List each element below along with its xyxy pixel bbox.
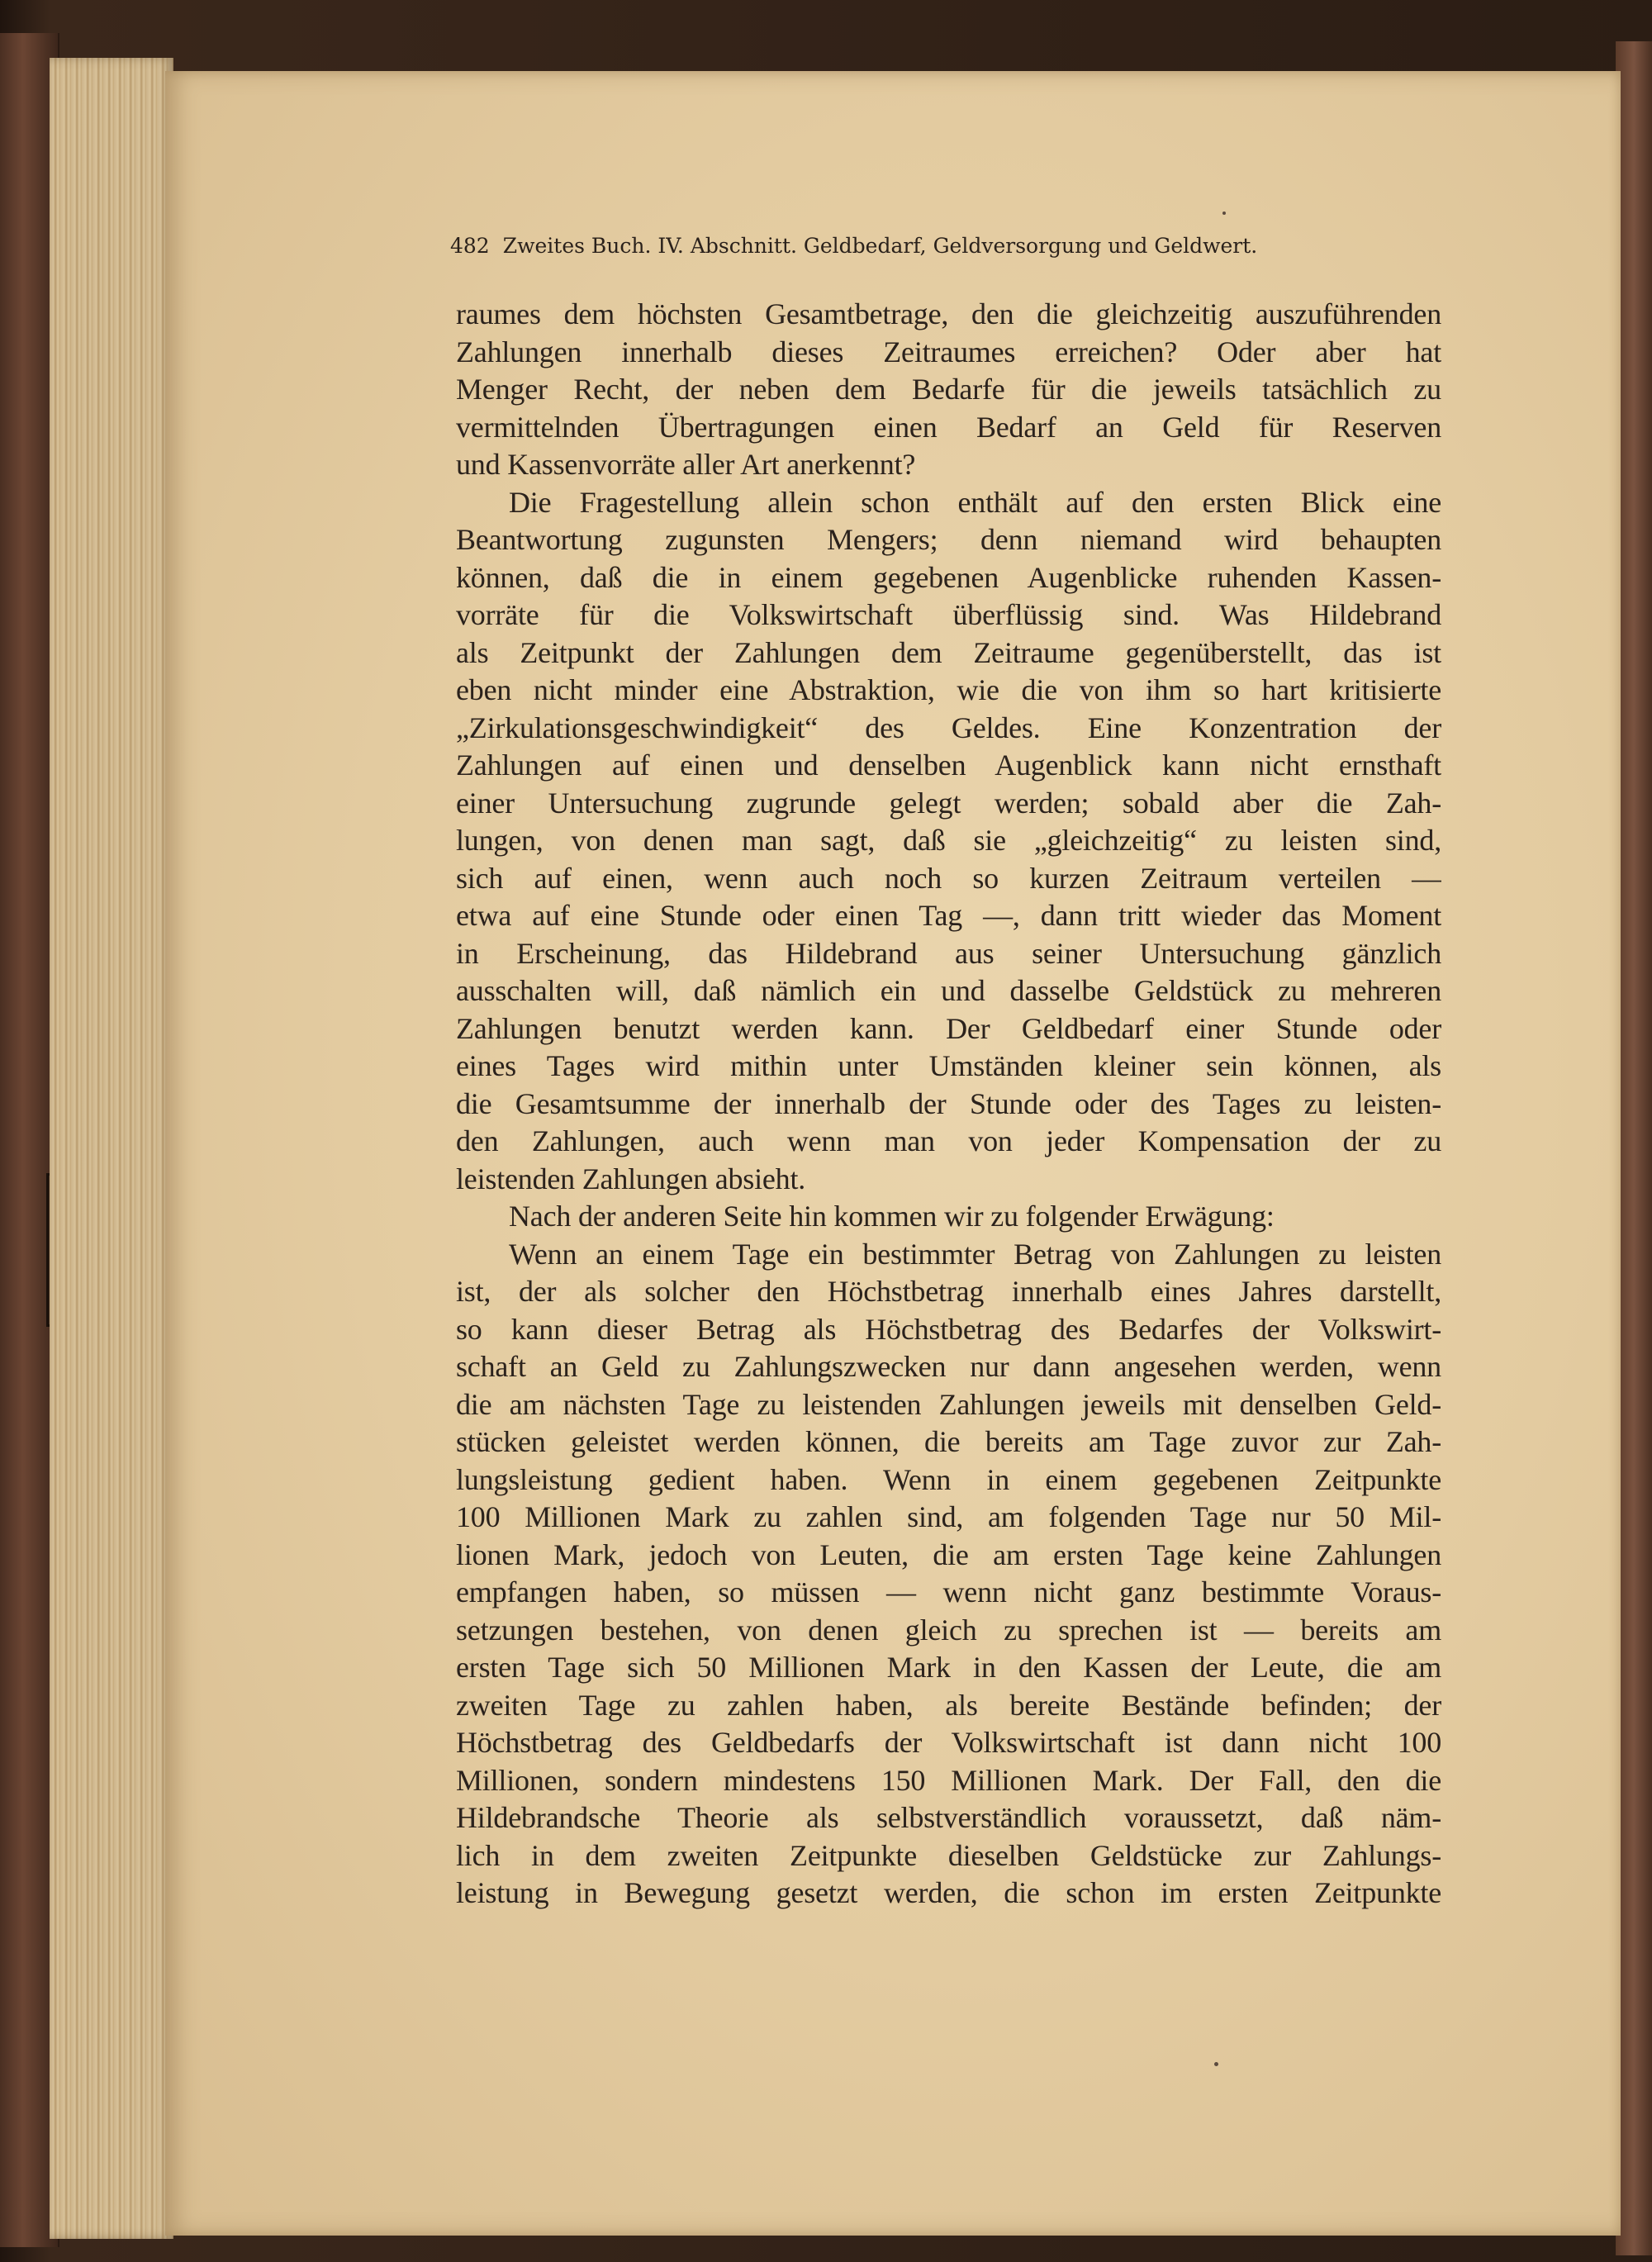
- text-line: zweiten Tage zu zahlen haben, als bereite Bestände befinden; der: [456, 1688, 1441, 1722]
- text-line: Beantwortung zugunsten Mengers; denn niemand wird behaupten: [456, 523, 1441, 556]
- text-line: eben nicht minder eine Abstraktion, wie die von ihm so hart kritisierte: [456, 673, 1441, 706]
- page-number: 482: [450, 234, 490, 258]
- text-line: Hildebrandsche Theorie als selbstverständlich voraussetzt, daß näm-: [456, 1801, 1441, 1834]
- text-line: so kann dieser Betrag als Höchstbetrag des Bedarfes der Volkswirt-: [456, 1312, 1441, 1346]
- text-line: die Gesamtsumme der innerhalb der Stunde oder des Tages zu leisten-: [456, 1086, 1441, 1120]
- text-line: Zahlungen benutzt werden kann. Der Geldbedarf einer Stunde oder: [456, 1011, 1441, 1045]
- text-line: Die Fragestellung allein schon enthält auf den ersten Blick eine: [509, 485, 1441, 519]
- text-line: die am nächsten Tage zu leistenden Zahlungen jeweils mit denselben Geld-: [456, 1387, 1441, 1421]
- text-line: einer Untersuchung zugrunde gelegt werden; sobald aber die Zah-: [456, 786, 1441, 820]
- text-line: vorräte für die Volkswirtschaft überflüssig sind. Was Hildebrand: [456, 598, 1441, 631]
- page-edges-stack: [50, 58, 173, 2239]
- text-line: leistenden Zahlungen absieht.: [456, 1162, 806, 1195]
- text-line: und Kassenvorräte aller Art anerkennt?: [456, 448, 916, 481]
- text-line: raumes dem höchsten Gesamtbetrage, den die gleichzeitig auszuführenden: [456, 297, 1441, 330]
- text-line: schaft an Geld zu Zahlungszwecken nur dann angesehen werden, wenn: [456, 1350, 1441, 1383]
- text-line: Höchstbetrag des Geldbedarfs der Volkswirtschaft ist dann nicht 100: [456, 1726, 1441, 1759]
- text-line: ersten Tage sich 50 Millionen Mark in den Kassen der Leute, die am: [456, 1651, 1441, 1684]
- text-line: Millionen, sondern mindestens 150 Millionen Mark. Der Fall, den die: [456, 1763, 1441, 1797]
- book-cover-right-edge: [1616, 41, 1652, 2255]
- text-line: etwa auf eine Stunde oder einen Tag —, dann tritt wieder das Moment: [456, 899, 1441, 932]
- running-header: [450, 234, 1441, 258]
- text-line: Wenn an einem Tage ein bestimmter Betrag von Zahlungen zu leisten: [509, 1237, 1441, 1271]
- text-line: Nach der anderen Seite hin kommen wir zu folgender Erwägung:: [509, 1200, 1275, 1233]
- text-line: stücken geleistet werden können, die bereits am Tage zuvor zur Zah-: [456, 1425, 1441, 1458]
- running-title: Zweites Buch. IV. Abschnitt. Geldbedarf, Geldversorgung und Geldwert.: [502, 234, 1258, 258]
- text-line: lionen Mark, jedoch von Leuten, die am ersten Tage keine Zahlungen: [456, 1537, 1441, 1571]
- text-line: in Erscheinung, das Hildebrand aus seiner Untersuchung gänzlich: [456, 936, 1441, 970]
- text-line: können, daß die in einem gegebenen Augenblicke ruhenden Kassen-: [456, 560, 1441, 594]
- text-line: ausschalten will, daß nämlich ein und dasselbe Geldstück zu mehreren: [456, 974, 1441, 1007]
- text-line: vermittelnden Übertragungen einen Bedarf an Geld für Reserven: [456, 410, 1441, 444]
- text-line: leistung in Bewegung gesetzt werden, die schon im ersten Zeitpunkte: [456, 1876, 1441, 1909]
- text-line: lungsleistung gedient haben. Wenn in einem gegebenen Zeitpunkte: [456, 1462, 1441, 1496]
- page-speck: [1222, 211, 1226, 215]
- text-line: als Zeitpunkt der Zahlungen dem Zeitraume gegenüberstellt, das ist: [456, 635, 1441, 669]
- text-line: „Zirkulationsgeschwindigkeit“ des Geldes. Eine Konzentration der: [456, 710, 1441, 744]
- text-line: ist, der als solcher den Höchstbetrag innerhalb eines Jahres darstellt,: [456, 1275, 1441, 1308]
- page-speck: [1214, 2062, 1218, 2066]
- text-line: Zahlungen innerhalb dieses Zeitraumes erreichen? Oder aber hat: [456, 335, 1441, 368]
- text-line: lich in dem zweiten Zeitpunkte dieselben Geldstücke zur Zahlungs-: [456, 1838, 1441, 1872]
- text-line: empfangen haben, so müssen — wenn nicht ganz bestimmte Voraus-: [456, 1575, 1441, 1609]
- text-line: eines Tages wird mithin unter Umständen kleiner sein können, als: [456, 1049, 1441, 1082]
- text-line: Menger Recht, der neben dem Bedarfe für die jeweils tatsächlich zu: [456, 373, 1441, 406]
- body-text: [456, 296, 1441, 1913]
- text-line: 100 Millionen Mark zu zahlen sind, am folgenden Tage nur 50 Mil-: [456, 1500, 1441, 1533]
- text-line: den Zahlungen, auch wenn man von jeder Kompensation der zu: [456, 1124, 1441, 1157]
- text-line: setzungen bestehen, von denen gleich zu sprechen ist — bereits am: [456, 1613, 1441, 1647]
- text-line: lungen, von denen man sagt, daß sie „gleichzeitig“ zu leisten sind,: [456, 824, 1441, 857]
- text-line: sich auf einen, wenn auch noch so kurzen Zeitraum verteilen —: [456, 861, 1441, 895]
- text-line: Zahlungen auf einen und denselben Augenblick kann nicht ernsthaft: [456, 748, 1441, 782]
